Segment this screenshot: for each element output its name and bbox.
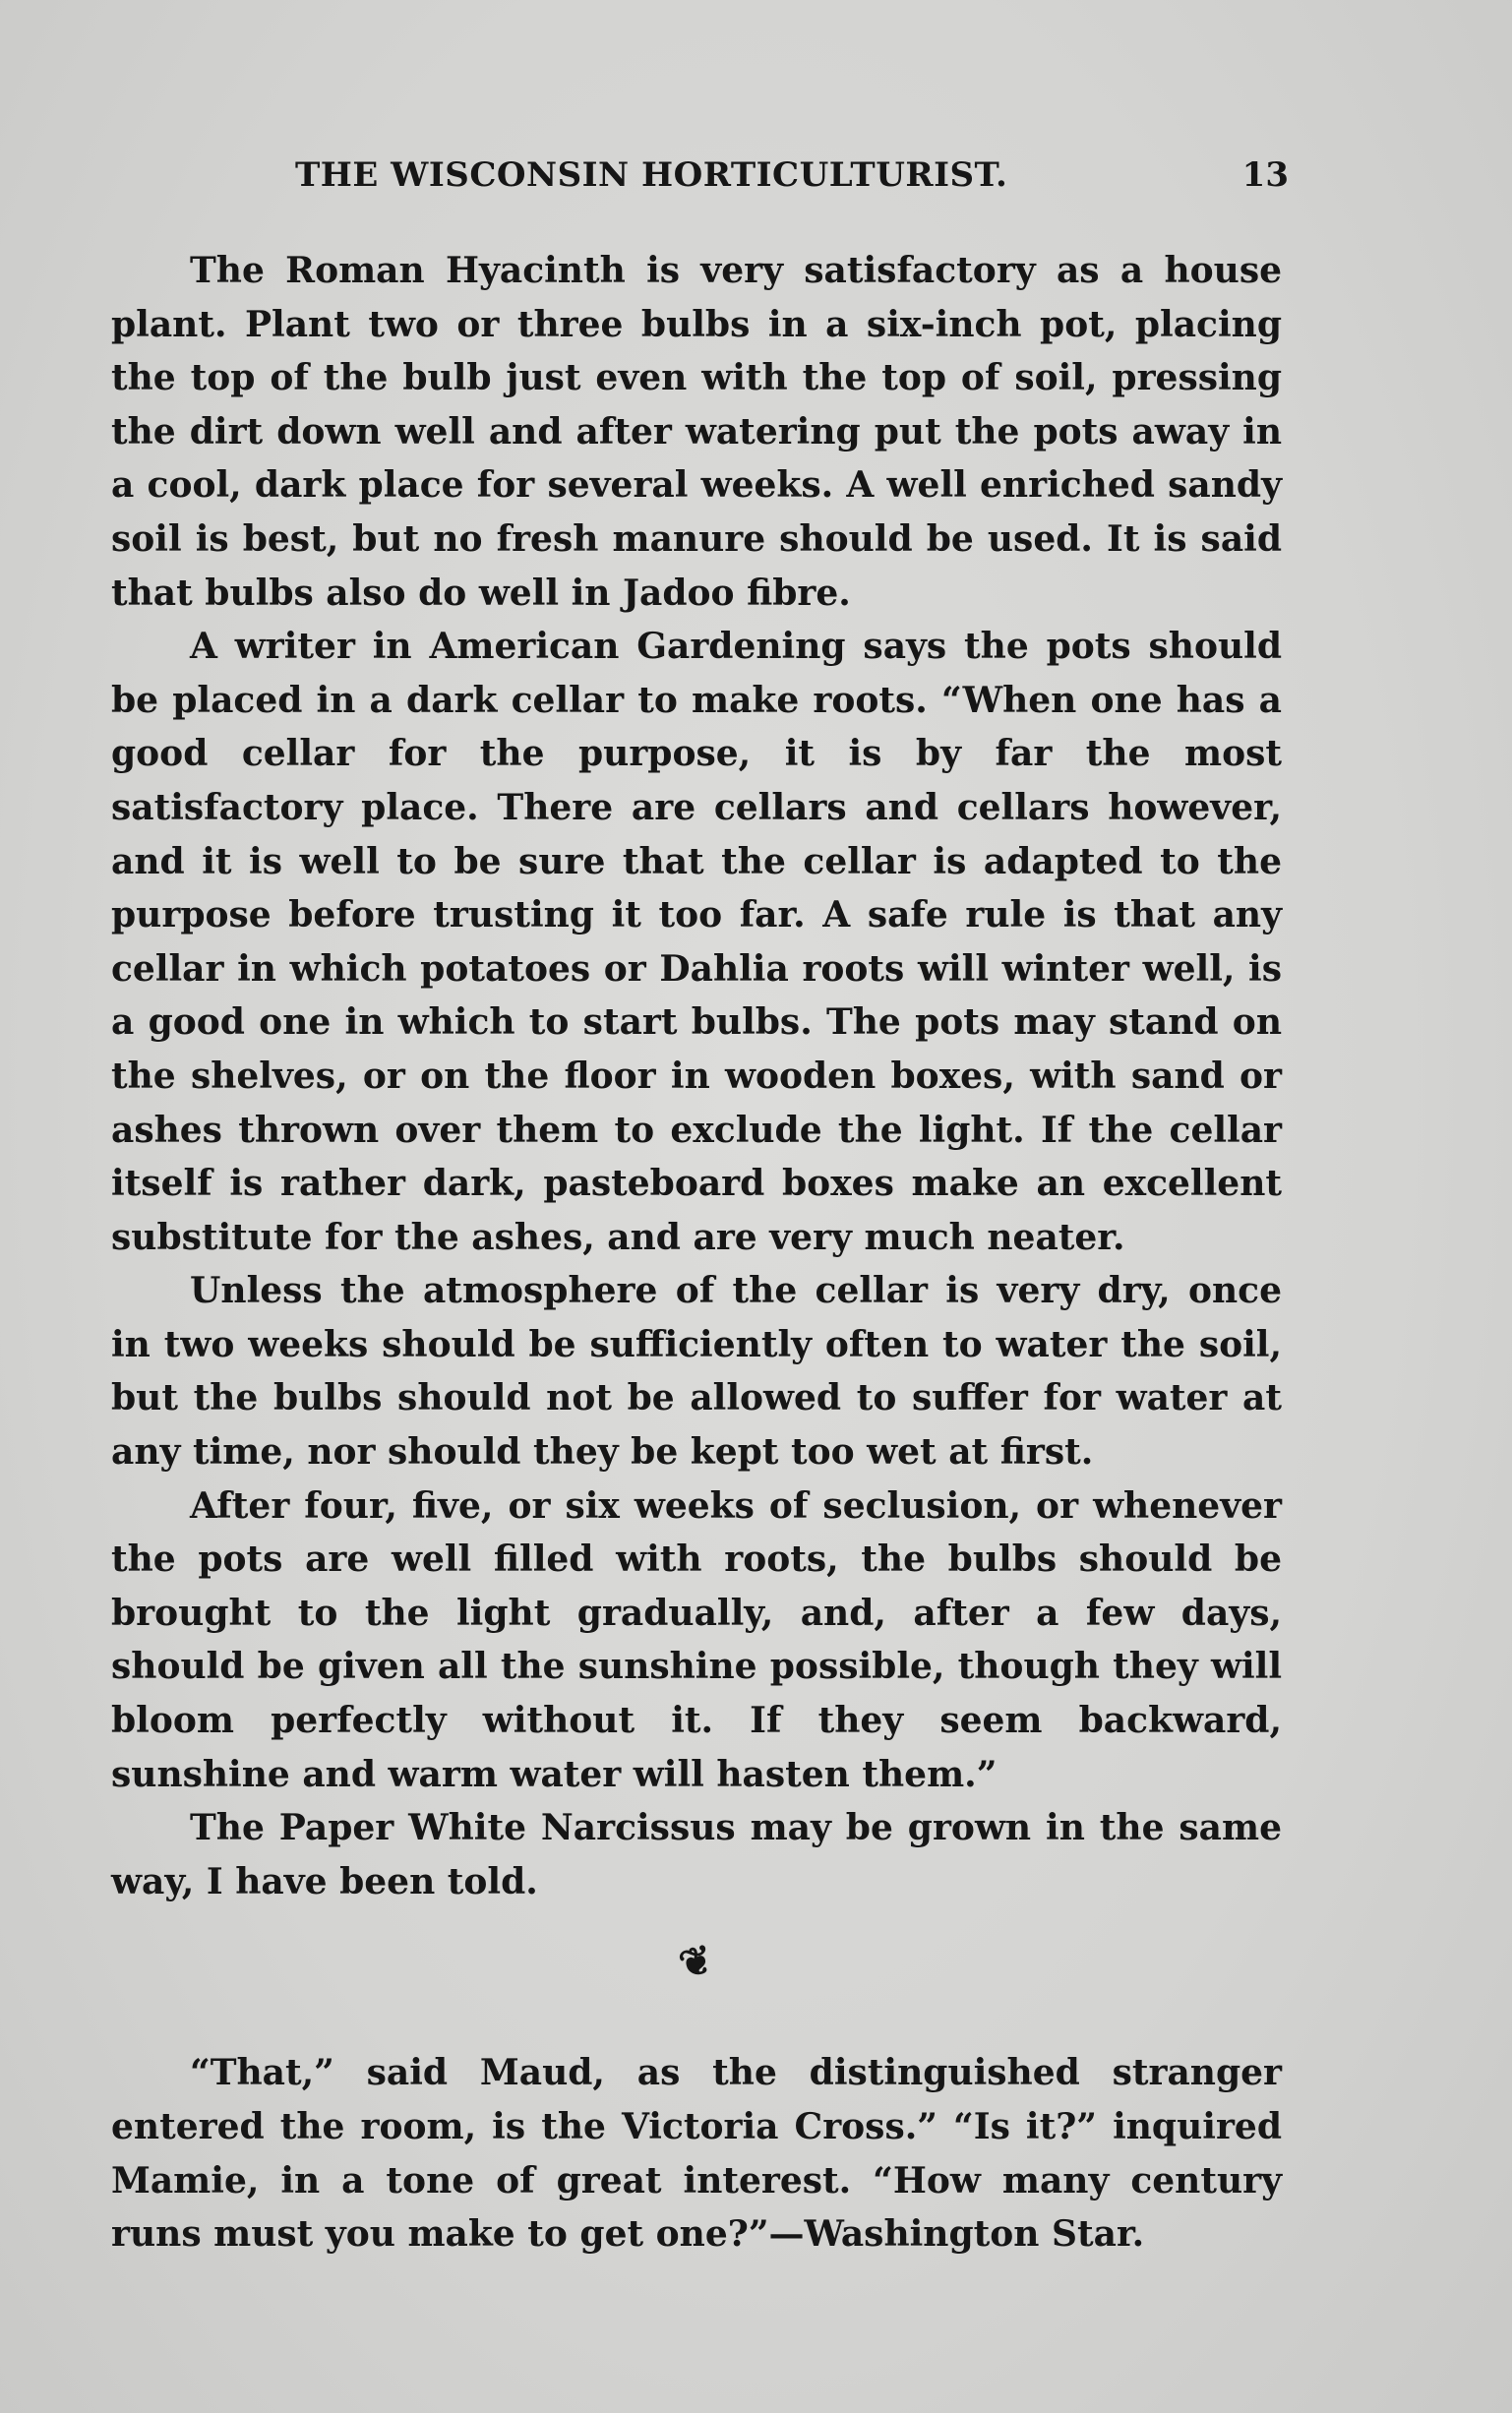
- paragraph-anecdote: “That,” said Maud, as the distinguished stranger entered the room, is the Victoria Cross.” “Is it?” inquired Mamie, in a tone of great interest. “How many century runs must you make to get one?”—Washington Star.: [111, 2052, 1282, 2256]
- paragraph-paper-white-narcissus: The Paper White Narcissus may be grown in the same way, I have been told.: [111, 1807, 1282, 1902]
- running-head: [295, 155, 1289, 205]
- paragraph-watering: Unless the atmosphere of the cellar is very dry, once in two weeks should be sufficiently often to water the soil, but the bulbs should not be allowed to suffer for water at any time, nor should they be kept too wet at first.: [111, 1270, 1282, 1474]
- spacer: [111, 2017, 1282, 2046]
- paragraph-bringing-to-light: After four, five, or six weeks of seclusion, or whenever the pots are well filled with roots, the bulbs should be brought to the light gradually, and, after a few days, should be given all the sunshine possible, though they will bloom perfectly without it. If they seem backward, sunshine and warm water will hasten them.”: [111, 1484, 1282, 1795]
- section-divider: [111, 1908, 1282, 2017]
- paragraph-roman-hyacinth: The Roman Hyacinth is very satisfactory as a house plant. Plant two or three bulbs in a six-inch pot, placing the top of the bulb just even with the top of soil, pressing the dirt down well and after watering put the pots away in a cool, dark place for several weeks. A well enriched sandy soil is best, but no fresh manure should be used. It is said that bulbs also do well in Jadoo fibre.: [111, 250, 1282, 614]
- article-body: [111, 244, 1282, 2262]
- fleuron-icon: ❦: [674, 1935, 719, 1989]
- paragraph-american-gardening: A writer in American Gardening says the pots should be placed in a dark cellar to make roots. “When one has a good cellar for the purpose, it is by far the most satisfactory place. There are cellars and cellars however, and it is well to be sure that the cellar is adapted to the purpose before trusting it too far. A safe rule is that any cellar in which potatoes or Dahlia roots will winter well, is a good one in which to start bulbs. The pots may stand on the shelves, or on the floor in wooden boxes, with sand or ashes thrown over them to exclude the light. If the cellar itself is rather dark, pasteboard boxes make an excellent substitute for the ashes, and are very much neater.: [111, 626, 1282, 1258]
- page-number: 13: [1241, 155, 1289, 195]
- journal-title: THE WISCONSIN HORTICULTURIST.: [295, 155, 1008, 195]
